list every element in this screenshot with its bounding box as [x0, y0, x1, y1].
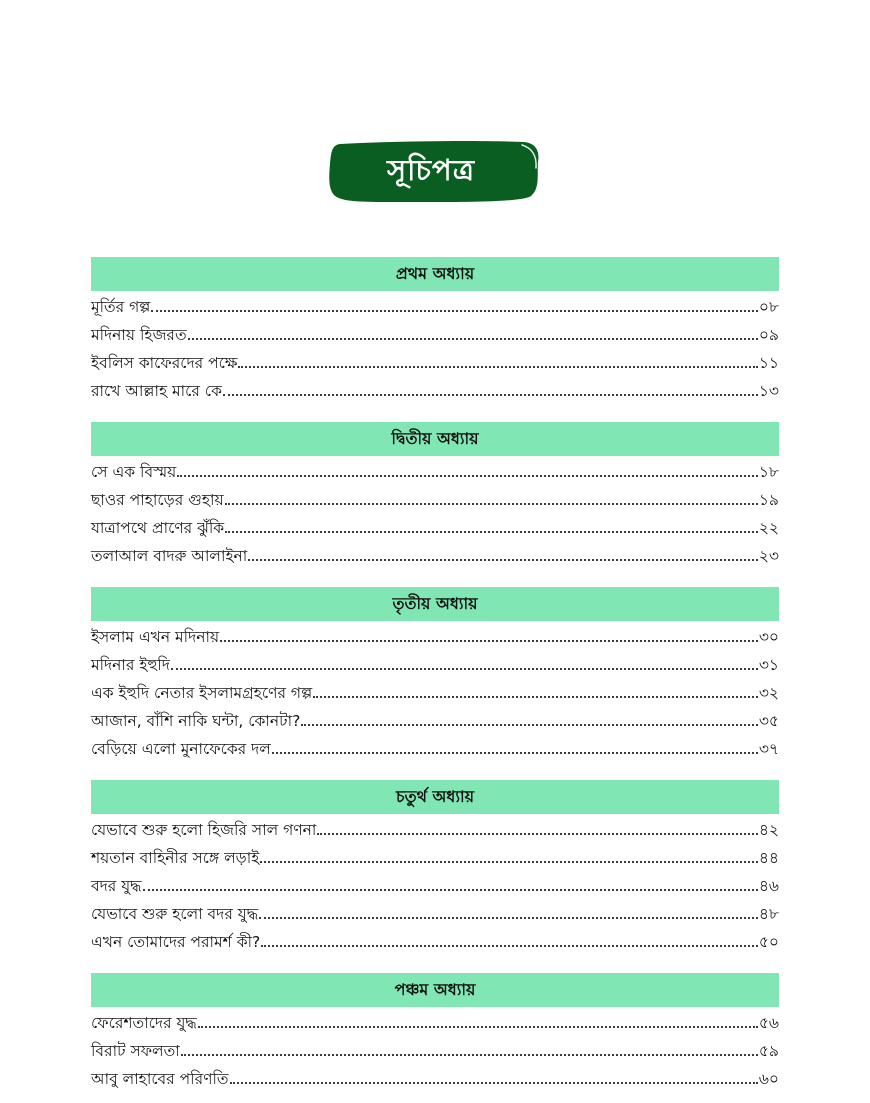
dot-leader — [317, 833, 757, 835]
toc-entry[interactable] — [91, 709, 779, 737]
chapter-gap — [91, 572, 779, 587]
toc-entry[interactable] — [91, 681, 779, 709]
dot-leader — [301, 724, 758, 726]
toc-entry[interactable] — [91, 516, 779, 544]
toc-entry[interactable] — [91, 930, 779, 958]
toc-entry[interactable] — [91, 460, 779, 488]
dot-leader — [225, 531, 758, 533]
entry-page: ৩২ — [758, 684, 779, 702]
entry-title: ইসলাম এখন মদিনায় — [91, 628, 220, 646]
entry-title: মূর্তির গল্প — [91, 298, 151, 316]
toc-entry[interactable] — [91, 488, 779, 516]
toc-entry[interactable] — [91, 818, 779, 846]
page-title: সূচিপত্র — [386, 152, 476, 187]
dot-leader — [177, 475, 758, 477]
entry-page: ০৮ — [758, 298, 779, 316]
table-of-contents — [91, 257, 779, 1095]
entry-title: আবু লাহাবের পরিণতি — [91, 1070, 229, 1088]
toc-entry[interactable] — [91, 1039, 779, 1067]
chapter-entries — [91, 1007, 779, 1095]
chapter-gap — [91, 407, 779, 422]
title-badge — [326, 140, 544, 204]
entry-title: এখন তোমাদের পরামর্শ কী? — [91, 933, 261, 951]
entry-title: মদিনায় হিজরত — [91, 326, 187, 344]
entry-page: ১৯ — [758, 491, 779, 509]
toc-entry[interactable] — [91, 653, 779, 681]
entry-page: ৪৪ — [758, 849, 779, 867]
dot-leader — [223, 394, 758, 396]
entry-page: ৫০ — [758, 933, 779, 951]
toc-entry[interactable] — [91, 1011, 779, 1039]
toc-entry[interactable] — [91, 625, 779, 653]
dot-leader — [225, 503, 758, 505]
chapter-gap — [91, 765, 779, 780]
entry-page: ১১ — [758, 354, 779, 372]
entry-page: ৪৮ — [758, 905, 779, 923]
entry-page: ৫৬ — [758, 1014, 779, 1032]
chapter-heading: প্রথম অধ্যায় — [91, 257, 779, 291]
dot-leader — [171, 668, 758, 670]
chapter-entries — [91, 814, 779, 958]
dot-leader — [220, 640, 758, 642]
dot-leader — [151, 310, 758, 312]
toc-entry[interactable] — [91, 544, 779, 572]
chapter-heading: চতুর্থ অধ্যায় — [91, 780, 779, 814]
dot-leader — [259, 917, 758, 919]
dot-leader — [198, 1026, 758, 1028]
toc-entry[interactable] — [91, 295, 779, 323]
entry-title: রাখে আল্লাহ মারে কে — [91, 382, 222, 400]
chapter-heading: তৃতীয় অধ্যায় — [91, 587, 779, 621]
entry-title: যাত্রাপথে প্রাণের ঝুঁকি — [91, 519, 225, 537]
dot-leader — [143, 889, 758, 891]
toc-entry[interactable] — [91, 874, 779, 902]
entry-title: মদিনার ইহুদি — [91, 656, 170, 674]
entry-title: এক ইহুদি নেতার ইসলামগ্রহণের গল্প — [91, 684, 313, 702]
dot-leader — [181, 1054, 758, 1056]
dot-leader — [261, 945, 758, 947]
entry-page: ৬০ — [758, 1070, 779, 1088]
chapter-heading: দ্বিতীয় অধ্যায় — [91, 422, 779, 456]
entry-page: ২৩ — [758, 547, 779, 565]
entry-page: ৪৬ — [758, 877, 779, 895]
entry-page: ৪২ — [758, 821, 779, 839]
toc-entry[interactable] — [91, 846, 779, 874]
entry-title: সে এক বিস্ময় — [91, 463, 177, 481]
toc-entry[interactable] — [91, 379, 779, 407]
entry-title: যেভাবে শুরু হলো বদর যুদ্ধ — [91, 905, 259, 923]
entry-title: বিরাট সফলতা — [91, 1042, 180, 1060]
entry-title: ফেরেশতাদের যুদ্ধ — [91, 1014, 197, 1032]
entry-page: ৩১ — [758, 656, 779, 674]
dot-leader — [313, 696, 758, 698]
dot-leader — [272, 752, 758, 754]
entry-page: ৫৯ — [758, 1042, 779, 1060]
entry-page: ৩৭ — [758, 740, 779, 758]
entry-title: বেড়িয়ে এলো মুনাফেকের দল — [91, 740, 271, 758]
chapter-entries — [91, 621, 779, 765]
dot-leader — [260, 861, 758, 863]
entry-page: ৩৫ — [758, 712, 779, 730]
entry-title: ছাওর পাহাড়ের গুহায় — [91, 491, 224, 509]
toc-entry[interactable] — [91, 351, 779, 379]
toc-entry[interactable] — [91, 902, 779, 930]
dot-leader — [230, 1082, 758, 1084]
dot-leader — [238, 366, 757, 368]
toc-entry[interactable] — [91, 1067, 779, 1095]
toc-entry[interactable] — [91, 323, 779, 351]
entry-page: ১৮ — [758, 463, 779, 481]
entry-title: শয়তান বাহিনীর সঙ্গে লড়াই — [91, 849, 260, 867]
entry-title: ইবলিস কাফেরদের পক্ষে — [91, 354, 238, 372]
entry-title: বদর যুদ্ধ — [91, 877, 142, 895]
chapter-gap — [91, 958, 779, 973]
entry-page: ৩০ — [758, 628, 779, 646]
dot-leader — [188, 338, 758, 340]
entry-title: তলাআল বাদরু আলাইনা — [91, 547, 248, 565]
chapter-entries — [91, 456, 779, 572]
entry-page: ১৩ — [758, 382, 779, 400]
chapter-heading: পঞ্চম অধ্যায় — [91, 973, 779, 1007]
entry-title: যেভাবে শুরু হলো হিজরি সাল গণনা — [91, 821, 317, 839]
toc-entry[interactable] — [91, 737, 779, 765]
entry-title: আজান, বাঁশি নাকি ঘন্টা, কোনটা? — [91, 712, 301, 730]
entry-page: ০৯ — [758, 326, 779, 344]
entry-page: ২২ — [758, 519, 779, 537]
chapter-entries — [91, 291, 779, 407]
dot-leader — [248, 559, 758, 561]
